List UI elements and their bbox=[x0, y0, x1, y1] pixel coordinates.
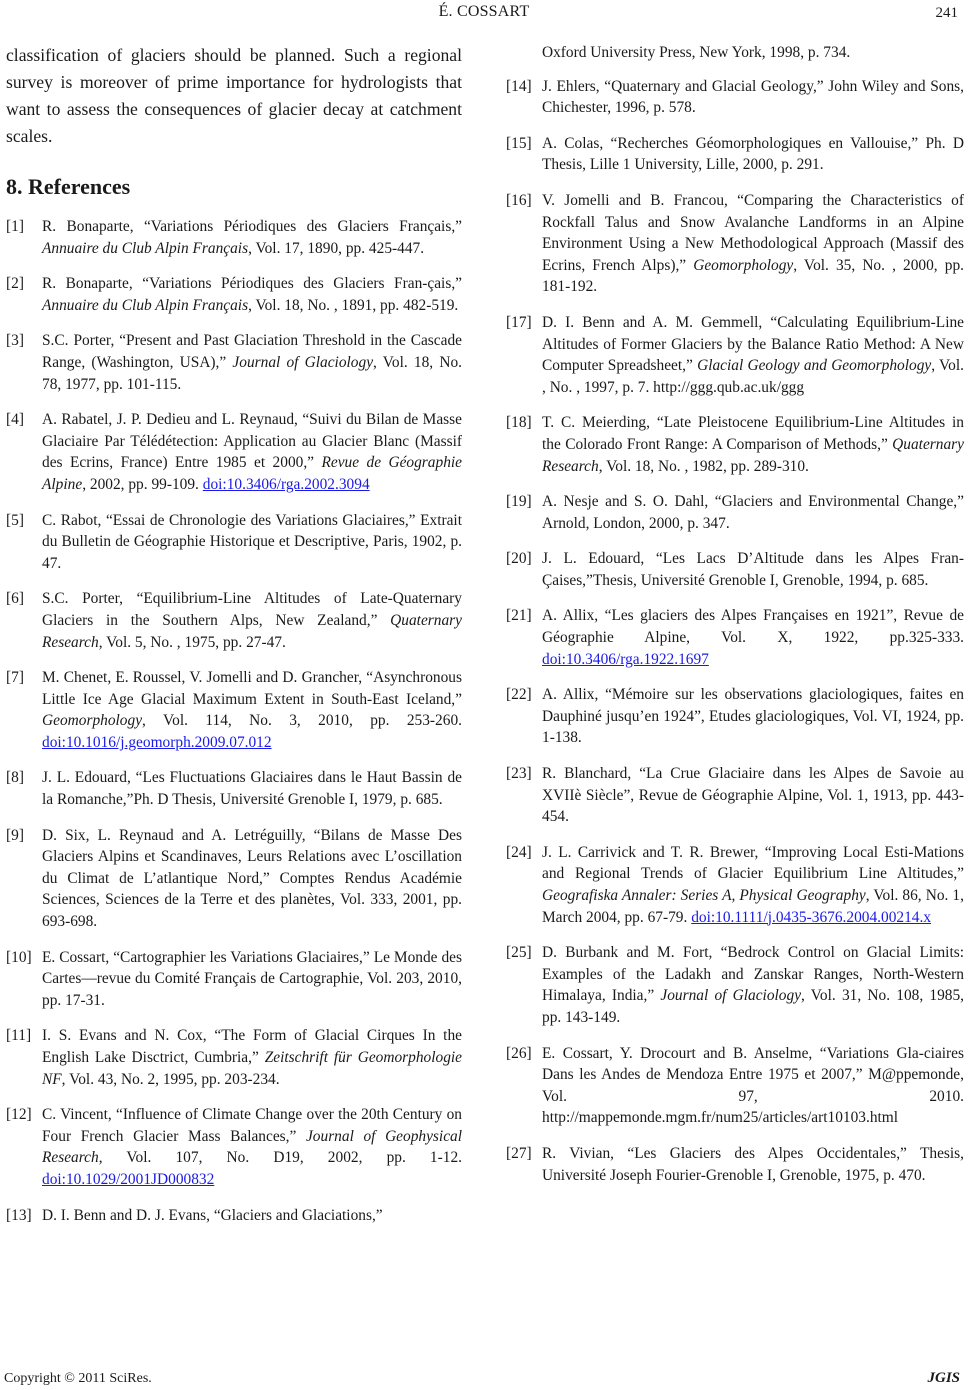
journal-abbrev: JGIS bbox=[927, 1370, 960, 1386]
reference-entry bbox=[506, 942, 964, 1028]
reference-entry bbox=[6, 825, 462, 933]
reference-citation: D. I. Benn and A. M. Gemmell, “Calculating Equilibrium-Line Altitudes of Former Glaciers by the Balance Ratio Method: A New Computer Spreadsheet,” bbox=[542, 313, 964, 375]
reference-text bbox=[542, 550, 964, 589]
reference-number: [19] bbox=[506, 493, 532, 511]
reference-details: , Vol. 18, No. , 1891, pp. 482-519. bbox=[248, 296, 459, 314]
reference-details: , Vol. 5, No. , 1975, pp. 27-47. bbox=[98, 633, 286, 651]
reference-text bbox=[542, 844, 964, 926]
reference-citation: A. Nesje and S. O. Dahl, “Glaciers and Environmental Change,” Arnold, London, 2000, p. 347. bbox=[542, 493, 964, 532]
reference-details: , Vol. 86, No. 1, March 2004, pp. 67-79. bbox=[542, 887, 964, 926]
reference-details: , 2002, pp. 99-109. bbox=[82, 475, 199, 493]
reference-source-title: Quaternary Research bbox=[42, 611, 462, 651]
reference-text bbox=[42, 1106, 462, 1188]
reference-text bbox=[542, 493, 964, 532]
reference-text bbox=[42, 1207, 383, 1224]
reference-number: [12] bbox=[6, 1106, 32, 1124]
reference-text bbox=[542, 135, 964, 174]
reference-number: [7] bbox=[6, 669, 24, 687]
reference-entry bbox=[506, 312, 964, 398]
reference-text bbox=[42, 827, 462, 930]
reference-number: [25] bbox=[506, 944, 532, 962]
reference-text bbox=[42, 590, 462, 650]
reference-number: [8] bbox=[6, 769, 24, 787]
running-head-author: É. COSSART bbox=[438, 3, 530, 20]
reference-number: [3] bbox=[6, 332, 24, 350]
reference-entry bbox=[6, 1104, 462, 1190]
reference-entry bbox=[506, 548, 964, 591]
reference-source-title: Zeitschrift für Geomorphologie NF bbox=[42, 1049, 463, 1088]
left-column bbox=[6, 42, 462, 1240]
reference-entry bbox=[506, 76, 964, 119]
reference-citation: J. L. Edouard, “Les Fluctuations Glaciaires dans le Haut Bassin de la Romanche,”Ph. D Thesis, Université Grenoble I, 1979, p. 685. bbox=[42, 769, 462, 809]
reference-entry bbox=[6, 947, 462, 1012]
reference-citation: E. Cossart, Y. Drocourt and B. Anselme, “Variations Gla-ciaires Dans les Andes de Mendoza Entre 1975 et 2007,” M@ppemonde, Vol. 97, 2010. http://mappemonde.mgm.fr/num25/articles/art10103.html bbox=[542, 1044, 964, 1127]
reference-text bbox=[42, 769, 462, 808]
reference-text bbox=[42, 512, 462, 572]
reference-number: [18] bbox=[506, 414, 532, 432]
reference-entry bbox=[6, 330, 462, 395]
reference-citation: V. Jomelli and B. Francou, “Comparing the Characteristics of Rockfall Talus and Snow Avalanche Landforms in an Alpine Environment Using a New Methodological Approach (Massif des Ecrins, French Alps),” bbox=[542, 191, 964, 274]
reference-number: [24] bbox=[506, 843, 532, 861]
reference-text bbox=[42, 669, 462, 751]
reference-text bbox=[42, 1027, 462, 1087]
reference-number: [27] bbox=[506, 1144, 532, 1162]
reference-text bbox=[42, 949, 462, 1009]
reference-citation: C. Vincent, “Influence of Climate Change over the 20th Century on Four French Glacier Mass Balances,” bbox=[42, 1106, 462, 1145]
reference-text bbox=[542, 192, 964, 295]
reference-number: [5] bbox=[6, 511, 24, 529]
reference-number: [11] bbox=[6, 1027, 32, 1045]
reference-number: [15] bbox=[506, 134, 532, 152]
reference-citation: A. Colas, “Recherches Géomorphologiques en Vallouise,” Ph. D Thesis, Lille 1 University, Lille, 2000, p. 291. bbox=[542, 134, 964, 174]
reference-text bbox=[542, 414, 964, 474]
reference-number: [23] bbox=[506, 765, 532, 783]
doi-link[interactable]: doi:10.3406/rga.1922.1697 bbox=[542, 650, 709, 668]
intro-paragraph: classification of glaciers should be planned. Such a regional survey is moreover of prime importance for hydrologists that want to assess the consequences of glacier decay at catchment scales. bbox=[6, 45, 462, 146]
reference-citation: A. Allix, “Les glaciers des Alpes Françaises en 1921”, Revue de Géographie Alpine, Vol. X, 1922, pp.325-333. bbox=[542, 607, 964, 647]
reference-number: [14] bbox=[506, 77, 532, 95]
reference-continuation: Oxford University Press, New York, 1998, p. 734. bbox=[542, 44, 851, 61]
reference-source-title: Journal of Glaciology bbox=[232, 353, 374, 371]
reference-number: [17] bbox=[506, 313, 532, 331]
reference-citation: T. C. Meierding, “Late Pleistocene Equilibrium-Line Altitudes in the Colorado Front Range: A Comparison of Methods,” bbox=[542, 414, 964, 453]
reference-citation: J. Ehlers, “Quaternary and Glacial Geology,” John Wiley and Sons, Chichester, 1996, p. 578. bbox=[542, 77, 964, 117]
reference-entry bbox=[506, 684, 964, 749]
reference-source-title: Geomorphology bbox=[42, 712, 143, 730]
reference-source-title: Geomorphology bbox=[693, 256, 794, 274]
reference-entry bbox=[506, 763, 964, 828]
reference-citation: S.C. Porter, “Equilibrium-Line Altitudes of Late-Quaternary Glaciers in the Southern Alps, New Zealand,” bbox=[42, 590, 462, 629]
doi-link[interactable]: doi:10.1016/j.geomorph.2009.07.012 bbox=[42, 733, 272, 751]
reference-source-title: Revue de Géographie Alpine bbox=[42, 454, 462, 493]
reference-citation: M. Chenet, E. Roussel, V. Jomelli and D. Grancher, “Asynchronous Little Ice Age Glacial Maximum Extent in South-East Iceland,” bbox=[42, 669, 462, 708]
reference-source-title: Journal of Geophysical Research bbox=[42, 1127, 463, 1167]
reference-entry bbox=[6, 273, 462, 316]
reference-citation: A. Allix, “Mémoire sur les observations glaciologiques, faites en Dauphiné jusqu’en 1924”, Etudes glaciologiques, Vol. VI, 1924, pp. 1-138. bbox=[542, 686, 964, 747]
reference-number: [22] bbox=[506, 686, 532, 704]
reference-entry bbox=[506, 605, 964, 670]
reference-number: [16] bbox=[506, 191, 532, 209]
reference-text bbox=[42, 411, 462, 493]
reference-citation: R. Vivian, “Les Glaciers des Alpes Occidentales,” Thesis, Université Joseph Fourier-Grenoble I, Grenoble, 1975, p. 470. bbox=[542, 1144, 964, 1184]
reference-text bbox=[542, 944, 964, 1026]
reference-details: , Vol. 114, No. 3, 2010, pp. 253-260. bbox=[142, 712, 462, 730]
reference-text bbox=[42, 218, 462, 257]
doi-link[interactable]: doi:10.1029/2001JD000832 bbox=[42, 1170, 215, 1188]
reference-number: [9] bbox=[6, 826, 24, 844]
reference-text bbox=[542, 1145, 964, 1184]
reference-text bbox=[542, 607, 964, 667]
reference-citation: A. Rabatel, J. P. Dedieu and L. Reynaud, “Suivi du Bilan de Masse Glaciaire Par Télédétection: Application au Glacier Blanc (Massif des Ecrins, France) Entre 1985 et 2000,” bbox=[42, 411, 462, 472]
reference-text bbox=[42, 275, 462, 314]
reference-list-left bbox=[6, 216, 462, 1226]
reference-source-title: Annuaire du Club Alpin Français bbox=[42, 296, 249, 314]
reference-number: [2] bbox=[6, 275, 24, 293]
reference-citation: J. L. Edouard, “Les Lacs D’Altitude dans les Alpes Fran-Çaises,”Thesis, Université Grenoble I, Grenoble, 1994, p. 685. bbox=[542, 550, 964, 589]
reference-citation: S.C. Porter, “Present and Past Glaciation Threshold in the Cascade Range, (Washington, USA),” bbox=[42, 332, 462, 371]
reference-text bbox=[542, 1045, 964, 1127]
right-column bbox=[506, 42, 964, 1200]
doi-link[interactable]: doi:10.1111/j.0435-3676.2004.00214.x bbox=[691, 908, 932, 926]
reference-entry bbox=[6, 1205, 462, 1227]
reference-number: [10] bbox=[6, 948, 32, 966]
reference-details: , Vol. 18, No. , 1982, pp. 289-310. bbox=[598, 457, 809, 475]
reference-text bbox=[542, 686, 964, 746]
reference-text bbox=[542, 765, 964, 825]
reference-details: , Vol. 17, 1890, pp. 425-447. bbox=[248, 239, 425, 257]
reference-citation: E. Cossart, “Cartographier les Variations Glaciaires,” Le Monde des Cartes—revue du Comité Français de Cartographie, Vol. 203, 2010, pp. 17-31. bbox=[42, 948, 462, 1009]
reference-citation: C. Rabot, “Essai de Chronologie des Variations Glaciaires,” Extrait du Bulletin de Géographie Historique et Descriptive, Paris, 1902, p. 47. bbox=[42, 511, 462, 572]
reference-entry bbox=[506, 133, 964, 176]
page-number: 241 bbox=[935, 5, 958, 21]
reference-details: , Vol. 43, No. 2, 1995, pp. 203-234. bbox=[61, 1070, 280, 1088]
reference-source-title: Glacial Geology and Geomorphology bbox=[697, 357, 932, 375]
reference-number: [6] bbox=[6, 590, 24, 608]
reference-entry bbox=[506, 190, 964, 298]
reference-number: [13] bbox=[6, 1206, 32, 1224]
reference-details: , Vol. 35, No. , 2000, pp. 181-192. bbox=[542, 256, 964, 296]
reference-citation: D. Six, L. Reynaud and A. Letréguilly, “Bilans de Masse Des Glaciers Alpins et Scandinaves, Leurs Relations avec L’oscillation du Climat de L’atlantique Nord,” Comptes Rendus Académie Sciences, Sciences de la Terre et des planètes, Vol. 333, 2001, pp. 693-698. bbox=[42, 826, 462, 931]
reference-source-title: Geografiska Annaler: Series A, Physical Geography bbox=[542, 887, 866, 904]
reference-details: , Vol. 31, No. 108, 1985, pp. 143-149. bbox=[542, 987, 965, 1026]
reference-text bbox=[542, 78, 964, 117]
reference-entry bbox=[506, 842, 964, 928]
reference-text bbox=[542, 314, 964, 396]
reference-entry bbox=[506, 1043, 964, 1129]
reference-entry bbox=[6, 510, 462, 575]
reference-citation: R. Bonaparte, “Variations Périodiques des Glaciers Fran-çais,” bbox=[42, 275, 462, 293]
section-title: 8. References bbox=[6, 174, 131, 199]
reference-citation: D. I. Benn and D. J. Evans, “Glaciers and Glaciations,” bbox=[42, 1206, 383, 1224]
reference-citation: I. S. Evans and N. Cox, “The Form of Glacial Cirques In the English Lake Disctrict, Cumbria,” bbox=[42, 1027, 462, 1066]
reference-entry bbox=[6, 588, 462, 653]
reference-number: [4] bbox=[6, 411, 24, 429]
doi-link[interactable]: doi:10.3406/rga.2002.3094 bbox=[202, 475, 370, 493]
reference-list-right bbox=[506, 76, 964, 1187]
reference-number: [20] bbox=[506, 550, 532, 568]
reference-details: , Vol. 107, No. D19, 2002, pp. 1-12. bbox=[98, 1149, 462, 1167]
reference-source-title: Annuaire du Club Alpin Français bbox=[42, 239, 249, 257]
reference-entry bbox=[506, 491, 964, 534]
reference-text bbox=[42, 332, 462, 392]
reference-entry bbox=[6, 1025, 462, 1090]
reference-citation: R. Bonaparte, “Variations Périodiques des Glaciers Français,” bbox=[42, 218, 462, 235]
reference-number: [21] bbox=[506, 607, 532, 625]
reference-entry bbox=[6, 667, 462, 753]
reference-number: [26] bbox=[506, 1044, 532, 1062]
reference-entry bbox=[6, 767, 462, 810]
copyright-notice: Copyright © 2011 SciRes. bbox=[4, 1371, 152, 1386]
reference-entry bbox=[506, 1143, 964, 1186]
reference-citation: R. Blanchard, “La Crue Glaciaire dans les Alpes de Savoie au XVIIè Siècle”, Revue de Géographie Alpine, Vol. 1, 1913, pp. 443-454. bbox=[542, 765, 964, 826]
reference-details: , Vol. 18, No. 78, 1977, pp. 101-115. bbox=[42, 353, 462, 393]
reference-entry bbox=[6, 409, 462, 495]
reference-source-title: Quaternary Research bbox=[542, 435, 964, 475]
reference-citation: J. L. Carrivick and T. R. Brewer, “Improving Local Esti-Mations and Regional Trends of Glacier Equilibrium Line Altitudes,” bbox=[542, 843, 964, 883]
reference-source-title: Journal of Glaciology bbox=[660, 987, 802, 1005]
reference-citation: D. Burbank and M. Fort, “Bedrock Control on Glacial Limits: Examples of the Ladakh and Zanskar Ranges, North-Western Himalaya, India,” bbox=[542, 944, 964, 1005]
reference-entry bbox=[506, 412, 964, 477]
reference-number: [1] bbox=[6, 218, 24, 235]
reference-entry bbox=[6, 216, 462, 259]
reference-details: , Vol. , No. , 1997, p. 7. http://ggg.qub.ac.uk/ggg bbox=[542, 357, 964, 396]
